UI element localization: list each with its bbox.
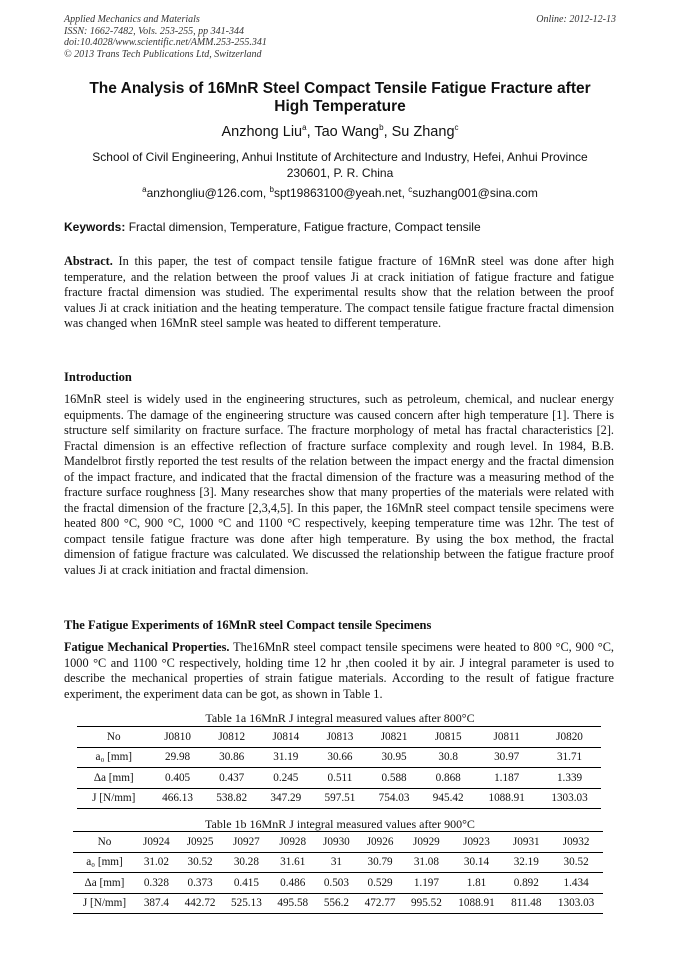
table-cell: 945.42 bbox=[421, 788, 475, 809]
table-cell: 1.187 bbox=[475, 768, 538, 789]
table-cell: 1.339 bbox=[538, 768, 601, 789]
table-header-cell: J0821 bbox=[367, 727, 421, 748]
table-cell: 0.529 bbox=[357, 873, 403, 894]
table-cell: 1303.03 bbox=[549, 893, 603, 914]
abstract bbox=[64, 254, 614, 332]
table-header-cell: J0930 bbox=[316, 832, 357, 853]
table-cell: 31 bbox=[316, 852, 357, 873]
email-3-sup: c bbox=[408, 185, 413, 194]
table-cell: 30.97 bbox=[475, 747, 538, 768]
table-header-cell: J0812 bbox=[205, 727, 259, 748]
table-cell: 495.58 bbox=[270, 893, 316, 914]
table-header-cell: J0932 bbox=[549, 832, 603, 853]
table-cell: 538.82 bbox=[205, 788, 259, 809]
table-header-cell: J0815 bbox=[421, 727, 475, 748]
table-cell: J [N/mm] bbox=[77, 788, 151, 809]
keywords-label: Keywords: bbox=[64, 220, 126, 234]
paper-title bbox=[64, 80, 616, 116]
table-header-row bbox=[77, 727, 601, 748]
table-cell: 30.79 bbox=[357, 852, 403, 873]
table-header-cell: J0810 bbox=[151, 727, 205, 748]
table-cell: 1.81 bbox=[450, 873, 504, 894]
journal-header bbox=[64, 14, 616, 60]
table-cell: 0.486 bbox=[270, 873, 316, 894]
title-line-1: The Analysis of 16MnR Steel Compact Tensile Fatigue Fracture after bbox=[89, 80, 591, 97]
table-cell: 1.197 bbox=[403, 873, 449, 894]
table-cell: 0.503 bbox=[316, 873, 357, 894]
table-header-cell: No bbox=[73, 832, 136, 853]
table-header-cell: J0926 bbox=[357, 832, 403, 853]
abstract-label: Abstract. bbox=[64, 254, 113, 268]
table-cell: Δa [mm] bbox=[73, 873, 136, 894]
table-cell: 0.868 bbox=[421, 768, 475, 789]
table-cell: 1088.91 bbox=[450, 893, 504, 914]
table-row bbox=[77, 768, 601, 789]
table-cell: 347.29 bbox=[259, 788, 313, 809]
table-cell: 0.511 bbox=[313, 768, 367, 789]
table-cell: 556.2 bbox=[316, 893, 357, 914]
table-cell: 31.08 bbox=[403, 852, 449, 873]
table-cell: a₀ [mm] bbox=[77, 747, 151, 768]
table-header-cell: J0931 bbox=[503, 832, 549, 853]
table-cell: 0.415 bbox=[223, 873, 269, 894]
table-header-cell: J0929 bbox=[403, 832, 449, 853]
table-row bbox=[77, 788, 601, 809]
author-2: Tao Wang bbox=[314, 124, 380, 140]
table-row bbox=[73, 893, 603, 914]
table-cell: 30.95 bbox=[367, 747, 421, 768]
table-cell: 30.66 bbox=[313, 747, 367, 768]
author-sep-2: , bbox=[383, 124, 392, 140]
author-3: Su Zhang bbox=[391, 124, 455, 140]
table-header-row bbox=[73, 832, 603, 853]
table-cell: 387.4 bbox=[136, 893, 177, 914]
table-cell: 811.48 bbox=[503, 893, 549, 914]
table-cell: 0.328 bbox=[136, 873, 177, 894]
table-cell: 29.98 bbox=[151, 747, 205, 768]
fatigue-section-heading: The Fatigue Experiments of 16MnR steel Compact tensile Specimens bbox=[64, 618, 432, 632]
author-3-sup: c bbox=[454, 123, 459, 133]
table-header-cell: J0924 bbox=[136, 832, 177, 853]
table-cell: 1303.03 bbox=[538, 788, 601, 809]
table-cell: Δa [mm] bbox=[77, 768, 151, 789]
table-cell: 1.434 bbox=[549, 873, 603, 894]
table-1a-caption: Table 1a 16MnR J integral measured values after 800°C bbox=[205, 711, 475, 725]
author-1-sup: a bbox=[302, 123, 307, 133]
table-cell: 31.02 bbox=[136, 852, 177, 873]
email-1[interactable]: anzhongliu@126.com, bbox=[146, 186, 270, 200]
table-cell: 995.52 bbox=[403, 893, 449, 914]
issn-line: ISSN: 1662-7482, Vols. 253-255, pp 341-344 bbox=[64, 25, 244, 37]
table-cell: 0.588 bbox=[367, 768, 421, 789]
table-cell: J [N/mm] bbox=[73, 893, 136, 914]
introduction-heading: Introduction bbox=[64, 370, 132, 384]
table-header-cell: J0923 bbox=[450, 832, 504, 853]
table-cell: 30.14 bbox=[450, 852, 504, 873]
doi-line: doi:10.4028/www.scientific.net/AMM.253-255.341 bbox=[64, 37, 267, 48]
table-header-cell: J0813 bbox=[313, 727, 367, 748]
affiliation bbox=[64, 149, 616, 181]
table-header-cell: J0814 bbox=[259, 727, 313, 748]
table-cell: 30.52 bbox=[549, 852, 603, 873]
table-row bbox=[73, 852, 603, 873]
table-cell: 0.892 bbox=[503, 873, 549, 894]
table-cell: 31.71 bbox=[538, 747, 601, 768]
online-date: Online: 2012-12-13 bbox=[536, 14, 616, 25]
table-row bbox=[77, 747, 601, 768]
author-1: Anzhong Liu bbox=[221, 124, 303, 140]
email-list bbox=[64, 185, 616, 201]
introduction-text: 16MnR steel is widely used in the engineering structures, such as petroleum, chemical, and nuclear energy equipments. The damage of the engineering structure was caused concern after high temperature [1]. There is structure self similarity on fracture surface. The fracture morphology of metal has fractal characteristics [2]. Fractal dimension is an effective reflection of fracture surface complexity and rough level. In 1984, B.B. Mandelbrot firstly reported the test results of the relation between the impact energy and the fractal dimension of the impact fracture, and indicated that the fractal dimension of the fracture was a measuring method of the fracture surface roughness [3]. Many researches show that many properties of the materials were related with the fractal dimension of the fracture [2,3,4,5]. In this paper, the 16MnR steel compact tensile specimens were heated 800 °C, 900 °C, 1000 °C and 1100 °C respectively, keeping temperature time was 12hr. The test of compact tensile fatigue fracture was done after high temperature. By using the box method, the fractal dimension of fatigue fracture was calculated. We discussed the relationship between the fatigue fracture proof values Ji at crack initiation and fractal dimension. bbox=[64, 392, 614, 577]
email-3[interactable]: suzhang001@sina.com bbox=[412, 186, 538, 200]
table-header-cell: No bbox=[77, 727, 151, 748]
table-header-cell: J0925 bbox=[177, 832, 223, 853]
table-1a bbox=[77, 726, 601, 809]
table-cell: 597.51 bbox=[313, 788, 367, 809]
table-cell: 32.19 bbox=[503, 852, 549, 873]
journal-name: Applied Mechanics and Materials bbox=[64, 14, 200, 25]
table-cell: 31.61 bbox=[270, 852, 316, 873]
table-cell: 0.245 bbox=[259, 768, 313, 789]
table-header-cell: J0820 bbox=[538, 727, 601, 748]
abstract-text: In this paper, the test of compact tensile fatigue fracture of 16MnR steel was done after high temperature, and the relation between the proof values Ji at crack initiation of fatigue fracture and fatigue fracture fractal dimension was studied. The experimental results show that the relation between the proof values Ji at crack initiation and the heating temperature. The compact tensile fatigue fracture fractal dimension was changed when 16MnR steel sample was heated to different temperature. bbox=[64, 254, 614, 330]
table-cell: 30.28 bbox=[223, 852, 269, 873]
author-list bbox=[64, 123, 616, 141]
email-2[interactable]: spt19863100@yeah.net, bbox=[273, 186, 409, 200]
table-cell: 30.52 bbox=[177, 852, 223, 873]
keywords-text: Fractal dimension, Temperature, Fatigue fracture, Compact tensile bbox=[125, 220, 481, 234]
email-1-sup: a bbox=[142, 185, 147, 194]
copyright-line: © 2013 Trans Tech Publications Ltd, Switzerland bbox=[64, 48, 262, 60]
table-cell: a₀ [mm] bbox=[73, 852, 136, 873]
affiliation-line-1: School of Civil Engineering, Anhui Institute of Architecture and Industry, Hefei, Anhui Province bbox=[92, 150, 588, 164]
table-cell: 0.373 bbox=[177, 873, 223, 894]
table-cell: 31.19 bbox=[259, 747, 313, 768]
table-row bbox=[73, 873, 603, 894]
keywords bbox=[64, 219, 616, 235]
table-cell: 466.13 bbox=[151, 788, 205, 809]
title-line-2: High Temperature bbox=[274, 98, 406, 115]
table-1b-caption: Table 1b 16MnR J integral measured values after 900°C bbox=[205, 817, 475, 831]
table-header-cell: J0928 bbox=[270, 832, 316, 853]
table-cell: 442.72 bbox=[177, 893, 223, 914]
table-cell: 30.8 bbox=[421, 747, 475, 768]
table-cell: 754.03 bbox=[367, 788, 421, 809]
table-header-cell: J0811 bbox=[475, 727, 538, 748]
table-cell: 1088.91 bbox=[475, 788, 538, 809]
author-2-sup: b bbox=[379, 123, 384, 133]
table-cell: 0.405 bbox=[151, 768, 205, 789]
table-cell: 0.437 bbox=[205, 768, 259, 789]
table-header-cell: J0927 bbox=[223, 832, 269, 853]
table-cell: 30.86 bbox=[205, 747, 259, 768]
author-sep-1: , bbox=[306, 124, 315, 140]
table-cell: 472.77 bbox=[357, 893, 403, 914]
affiliation-line-2: 230601, P. R. China bbox=[286, 166, 394, 180]
fatigue-label: Fatigue Mechanical Properties. bbox=[64, 640, 230, 654]
fatigue-paragraph bbox=[64, 640, 614, 702]
table-cell: 525.13 bbox=[223, 893, 269, 914]
fatigue-text: The16MnR steel compact tensile specimens were heated to 800 °C, 900 °C, 1000 °C and 1100 °C respectively, holding time 12 hr ,then cooled it by air. J integral parameter is used to describe the mechanical properties of strain fatigue materials. According to the result of fatigue fracture experiment, the experiment data can be got, as shown in Table 1. bbox=[64, 640, 614, 701]
table-1b bbox=[73, 831, 603, 914]
email-2-sup: b bbox=[269, 185, 274, 194]
